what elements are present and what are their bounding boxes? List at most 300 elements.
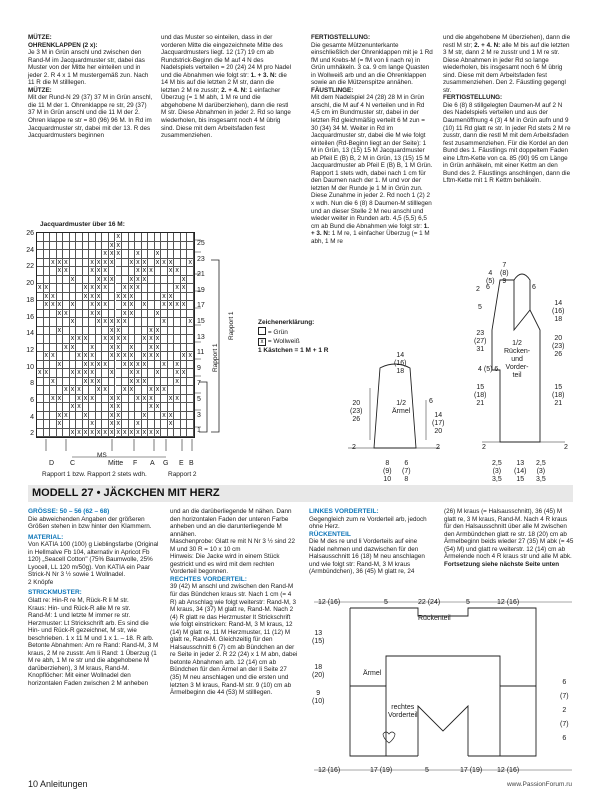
- grid-cell: [83, 318, 90, 327]
- grid-cell: x: [109, 344, 116, 353]
- grid-cell: x: [142, 352, 149, 361]
- jacket-left-dims: 13 (15) 18 (20) 9 (10): [312, 630, 325, 705]
- jacket-schema: [310, 596, 575, 776]
- grid-cell: x: [89, 369, 96, 378]
- grid-cell: x: [96, 318, 103, 327]
- grid-cell: [148, 276, 155, 285]
- grid-cell: x: [89, 378, 96, 387]
- row-number: 14: [26, 330, 34, 338]
- grid-cell: x: [96, 301, 103, 310]
- grid-cell: [129, 242, 136, 251]
- grid-cell: [148, 233, 155, 242]
- grid-cell: x: [76, 386, 83, 395]
- grid-cell: x: [181, 276, 188, 285]
- grid-cell: x: [122, 361, 129, 370]
- bottom-column-3: [309, 508, 435, 576]
- grid-cell: [70, 284, 77, 293]
- grid-cell: x: [102, 301, 109, 310]
- grid-cell: [109, 284, 116, 293]
- grid-cell: [70, 233, 77, 242]
- jacket-top-dim: 5: [384, 599, 388, 606]
- body-right-a: 14 (16) 18: [552, 300, 565, 323]
- chart-letter: Mitte: [108, 460, 124, 467]
- grid-cell: x: [122, 318, 129, 327]
- grid-cell: [148, 310, 155, 319]
- grid-cell: [83, 267, 90, 276]
- body-label: 1/2 Rücken- und Vorder- teil: [504, 340, 531, 379]
- grid-cell: [89, 403, 96, 412]
- grid-cell: x: [142, 276, 149, 285]
- row-number: 25: [197, 240, 205, 247]
- grid-cell: x: [102, 386, 109, 395]
- text-column-4: [443, 34, 573, 185]
- grid-cell: [89, 412, 96, 421]
- heading-strickmuster: STRICKMUSTER:: [28, 589, 82, 597]
- grid-cell: [50, 310, 57, 319]
- grid-cell: x: [116, 250, 123, 259]
- grid-cell: [63, 327, 70, 336]
- grid-cell: [161, 369, 168, 378]
- grid-cell: [168, 242, 175, 251]
- body-bottom-left: 2,5 (3) 3,5: [492, 460, 502, 483]
- grid-cell: x: [174, 378, 181, 387]
- grid-cell: [109, 293, 116, 302]
- grid-cell: x: [129, 301, 136, 310]
- chart-title: Jacquardmuster über 16 M:: [40, 221, 125, 228]
- jacket-top-dim: 22 (24): [418, 599, 441, 606]
- sleeve-top-dim: 14 (16) 18: [394, 352, 407, 375]
- grid-cell: [129, 335, 136, 344]
- grid-cell: x: [129, 293, 136, 302]
- grid-cell: [142, 420, 149, 429]
- paragraph: Glatt re: Hin-R re M, Rück-R li M str.: [28, 597, 129, 605]
- grid-cell: x: [83, 293, 90, 302]
- grid-cell: [148, 259, 155, 268]
- grid-cell: [70, 412, 77, 421]
- grid-cell: x: [174, 361, 181, 370]
- grid-cell: [63, 301, 70, 310]
- chart-letter: A: [150, 460, 155, 467]
- grid-cell: x: [70, 276, 77, 285]
- grid-cell: [70, 327, 77, 336]
- grid-cell: x: [122, 429, 129, 438]
- sleeve-two-left: 2: [352, 444, 356, 451]
- jacket-bottom-dim: 17 (19): [460, 767, 483, 774]
- grid-cell: [168, 352, 175, 361]
- grid-cell: [102, 233, 109, 242]
- heading-fertigstellung: FERTIGSTELLUNG:: [311, 34, 371, 41]
- grid-cell: [142, 318, 149, 327]
- text-span: 1 M re, 1 einfacher Überzug (= 1 M abh, 1 M re: [311, 230, 430, 245]
- row-number: 16: [26, 313, 34, 321]
- grid-cell: [181, 420, 188, 429]
- grid-cell: [70, 259, 77, 268]
- grid-cell: [129, 403, 136, 412]
- grid-cell: [70, 395, 77, 404]
- grid-cell: [63, 395, 70, 404]
- grid-cell: [129, 395, 136, 404]
- grid-cell: x: [148, 429, 155, 438]
- paragraph: Kraus: Hin- und Rück-R alle M re str.: [28, 604, 131, 612]
- grid-cell: x: [96, 284, 103, 293]
- grid-cell: x: [44, 369, 51, 378]
- grid-cell: [142, 233, 149, 242]
- grid-cell: [129, 318, 136, 327]
- grid-cell: [102, 403, 109, 412]
- grid-cell: [63, 352, 70, 361]
- grid-cell: [161, 327, 168, 336]
- heading-groesse: GRÖSSE: 50 – 56 (62 – 68): [28, 508, 110, 515]
- grid-cell: x: [44, 301, 51, 310]
- grid-cell: x: [57, 310, 64, 319]
- row-number: 20: [26, 280, 34, 288]
- grid-cell: x: [76, 429, 83, 438]
- grid-cell: x: [57, 327, 64, 336]
- grid-cell: [44, 327, 51, 336]
- grid-cell: x: [109, 412, 116, 421]
- grid-cell: [181, 259, 188, 268]
- grid-cell: x: [109, 403, 116, 412]
- grid-cell: [50, 403, 57, 412]
- grid-cell: x: [109, 369, 116, 378]
- grid-cell: [142, 344, 149, 353]
- grid-cell: x: [76, 395, 83, 404]
- grid-cell: x: [129, 344, 136, 353]
- grid-cell: x: [96, 429, 103, 438]
- grid-cell: x: [174, 267, 181, 276]
- grid-cell: [50, 344, 57, 353]
- grid-cell: [181, 327, 188, 336]
- grid-cell: x: [63, 310, 70, 319]
- grid-cell: x: [116, 293, 123, 302]
- grid-cell: x: [187, 318, 194, 327]
- paragraph: Die gesamte Mützenunterkante einschließlich der Ohrenklappen mit je 1 Rd fM und Krebs-M (= fM von li nach re) in Grün umhäkeln. 3 ca. 9 cm lange Quasten in Wollweiß arb und an die Ohrenklappen sowie an die Mützenspitze annähen.: [311, 41, 433, 87]
- grid-cell: [44, 310, 51, 319]
- grid-cell: x: [161, 361, 168, 370]
- grid-cell: [63, 369, 70, 378]
- grid-cell: x: [109, 429, 116, 438]
- grid-cell: x: [109, 352, 116, 361]
- jacket-top-dim: 12 (16): [497, 599, 520, 606]
- grid-cell: x: [174, 301, 181, 310]
- grid-cell: x: [83, 335, 90, 344]
- chart-bottom-arrows: [36, 437, 196, 462]
- grid-cell: x: [129, 378, 136, 387]
- row-number: 11: [197, 349, 205, 357]
- text-column-1: [28, 34, 153, 140]
- chart-letter: F: [133, 460, 138, 467]
- grid-cell: [168, 344, 175, 353]
- grid-cell: x: [142, 378, 149, 387]
- paragraph: Maschenprobe: Glatt re mit N Nr 3 ½ sind 22 M und 30 R = 10 x 10 cm: [170, 538, 295, 553]
- paragraph: [161, 34, 293, 140]
- grid-cell: x: [89, 259, 96, 268]
- grid-cell: x: [148, 386, 155, 395]
- rapport-2-label: Rapport 2: [168, 471, 197, 478]
- grid-cell: [142, 250, 149, 259]
- grid-cell: x: [116, 429, 123, 438]
- grid-cell: x: [109, 335, 116, 344]
- grid-cell: x: [135, 369, 142, 378]
- grid-cell: [50, 276, 57, 285]
- grid-cell: x: [135, 420, 142, 429]
- grid-cell: [122, 369, 129, 378]
- heading-muetze: MÜTZE:: [28, 34, 52, 41]
- paragraph: Die 6 (8) 8 stillgelegten Daumen-M auf 2 N des Nadelspiels verteilen und aus der Daumenöffnung 4 (3) 4 M in Grün aufn und 9 (10) 11 Rd glatt re str. In jeder Rd stets 2 M re zusstr, dann die restl M mit dem Arbeitsfaden fest zusammenziehen. Für die Kordel an den Bund des 1. Fäustlings mit doppeltem Faden eine Lftm-Kette von ca. 85 (90) 95 cm Länge in Grün anhäkeln, mit einer Kettm an den Bund des 2. Fäustlings anschlingen, dann die Lftm-Kette mit 1 R Kettm behäkeln.: [443, 101, 571, 185]
- grid-cell: [63, 276, 70, 285]
- grid-cell: [70, 378, 77, 387]
- grid-cell: [50, 327, 57, 336]
- grid-cell: x: [37, 369, 44, 378]
- grid-cell: [89, 250, 96, 259]
- row-number: 9: [197, 364, 201, 372]
- grid-cell: [122, 233, 129, 242]
- grid-cell: [83, 344, 90, 353]
- grid-cell: x: [142, 301, 149, 310]
- grid-cell: [161, 242, 168, 251]
- grid-cell: x: [63, 259, 70, 268]
- grid-cell: x: [129, 276, 136, 285]
- sleeve-bottom-right: 6 (7) 8: [402, 460, 411, 483]
- grid-cell: [181, 403, 188, 412]
- grid-cell: x: [109, 250, 116, 259]
- legend-white-text: = Wollweiß: [267, 338, 300, 345]
- grid-cell: x: [129, 259, 136, 268]
- text-span: die 14 M bis auf die letzten 2 M str, dann die letzten 2 M re zusstr;: [161, 71, 287, 94]
- grid-cell: [161, 250, 168, 259]
- legend-green: [258, 327, 328, 337]
- body-two-right: 2: [564, 444, 568, 451]
- grid-cell: [70, 420, 77, 429]
- grid-cell: [168, 250, 175, 259]
- grid-cell: x: [135, 429, 142, 438]
- grid-cell: x: [129, 429, 136, 438]
- bold-span: 1. + 3. N:: [250, 71, 277, 79]
- row-number: 15: [197, 318, 205, 325]
- grid-cell: [50, 233, 57, 242]
- grid-cell: x: [76, 403, 83, 412]
- paragraph: Von KATIA 100 (100) g Lieblingsfarbe (Original in Hellmalve Fb 104, alternativ in Apricot Fb 120) „Seacell Cotton" (75% Baumwolle, 25% Lyocell, LL 120 m/50g). Von KATIA ein Paar Strick-N Nr 3 ½ sowie 1 Wollnadel.: [28, 541, 159, 579]
- grid-cell: [142, 386, 149, 395]
- legend-green-text: = Grün: [267, 329, 288, 336]
- grid-cell: [63, 233, 70, 242]
- grid-cell: x: [57, 301, 64, 310]
- grid-cell: x: [168, 267, 175, 276]
- grid-cell: x: [50, 378, 57, 387]
- legend-title: Zeichenerklärung:: [258, 319, 315, 326]
- grid-cell: [83, 403, 90, 412]
- body-five: 5: [478, 304, 482, 311]
- grid-cell: x: [129, 361, 136, 370]
- grid-cell: x: [135, 259, 142, 268]
- grid-cell: [89, 242, 96, 251]
- grid-cell: x: [122, 352, 129, 361]
- rapport-1-label: Rapport 1: [212, 343, 219, 372]
- grid-cell: [44, 395, 51, 404]
- paragraph: Rand-M: 1 und letzte M immer re str.: [28, 612, 131, 620]
- grid-cell: x: [89, 395, 96, 404]
- paragraph: 2 Knöpfe: [28, 578, 54, 586]
- grid-cell: [102, 327, 109, 336]
- row-number: 23: [197, 255, 205, 263]
- grid-cell: [102, 412, 109, 421]
- grid-cell: [161, 352, 168, 361]
- grid-cell: x: [102, 318, 109, 327]
- grid-cell: x: [96, 259, 103, 268]
- grid-cell: x: [50, 352, 57, 361]
- grid-cell: [63, 361, 70, 370]
- grid-cell: x: [57, 412, 64, 421]
- grid-cell: x: [122, 386, 129, 395]
- grid-cell: [129, 267, 136, 276]
- grid-cell: x: [109, 276, 116, 285]
- grid-cell: x: [89, 344, 96, 353]
- grid-cell: [122, 420, 129, 429]
- grid-cell: [181, 310, 188, 319]
- grid-cell: [44, 429, 51, 438]
- grid-cell: x: [116, 403, 123, 412]
- body-top-six-b: 6: [532, 284, 536, 291]
- grid-cell: x: [155, 403, 162, 412]
- grid-cell: x: [76, 352, 83, 361]
- grid-cell: x: [50, 395, 57, 404]
- heading-rechtes-vorderteil: RECHTES VORDERTEIL:: [170, 575, 247, 583]
- grid-cell: [63, 242, 70, 251]
- grid-cell: x: [181, 369, 188, 378]
- grid-cell: [168, 378, 175, 387]
- grid-cell: x: [109, 395, 116, 404]
- text-span: alle M bis auf die letzten 3 M str, dann 2 M re zusstr und 1 M re str. Diese Abnahmen in jeder Rd so lange wiederholen, bis insgesamt noch 6 M übrig sind. Diese mit dem Arbeitsfaden fest zusammenziehen. Den 2. Fäustling gegengl str.: [443, 41, 570, 94]
- grid-cell: [181, 242, 188, 251]
- grid-cell: x: [96, 386, 103, 395]
- grid-cell: x: [96, 378, 103, 387]
- grid-cell: [142, 284, 149, 293]
- grid-cell: [83, 420, 90, 429]
- grid-cell: [83, 327, 90, 336]
- grid-cell: x: [116, 420, 123, 429]
- grid-cell: [161, 233, 168, 242]
- grid-cell: x: [116, 395, 123, 404]
- grid-cell: x: [70, 386, 77, 395]
- paragraph: 39 (42) M anschl und zwischen den Rand-M für das Bündchen kraus str. Nach 1 cm (= 4 R) ab Anschlag wie folgt weiterstr: Rand-M, 3 M kraus, 34 (37) M glatt re, Rand-M. Nach 2 (4) R glatt re das Herzmuster lt Strickschrift wie folgt einstricken: Rand-M, 3 M kraus, 12 (14) M glatt re, 11 M Herzmuster, 11 (12) M glatt re, Rand-M. Gleichzeitig für den Halsausschnitt 6 (7) cm ab Bündchen an der re Seite in jeder 2. R 22 (24) x 1 M abn, dabei betonte Abnahmen arb. 12 (14) cm ab Bündchen für den Ärmel an der li Seite 27 (35) M neu anschlagen und die ersten und letzten 3 M kraus, Rand-M str. 9 (10) cm ab Ärmelbeginn die 44 (53) M stilllegen.: [170, 583, 298, 697]
- grid-cell: [161, 429, 168, 438]
- grid-cell: x: [129, 352, 136, 361]
- grid-cell: [89, 335, 96, 344]
- jacquard-grid: [36, 232, 195, 438]
- grid-cell: [161, 378, 168, 387]
- grid-cell: [44, 335, 51, 344]
- grid-cell: [83, 301, 90, 310]
- grid-cell: x: [63, 386, 70, 395]
- row-number: 2: [30, 430, 34, 438]
- row-number: 19: [197, 286, 205, 294]
- grid-cell: x: [187, 352, 194, 361]
- grid-cell: [181, 267, 188, 276]
- grid-cell: [50, 386, 57, 395]
- bottom-column-4: [444, 508, 574, 568]
- paragraph: Hinweis: Die Jacke wird in einem Stück gestrickt und es wird mit dem rechten Vorderteil begonnen.: [170, 553, 280, 576]
- paragraph: Die abweichenden Angaben der größeren Größen stehen in bzw hinter den Klammern.: [28, 515, 152, 531]
- grid-cell: x: [161, 318, 168, 327]
- text-span: und das Muster so einteilen, dass in der vorderen Mitte die eingezeichnete Mitte des Jacquardmusters liegt. 12 (17) 19 cm ab Rundstrick-Beginn die M auf 4 N des Nadelspiels verteilen = 20 (24) 24 M pro Nadel und die Abnahmen wie folgt str:: [161, 34, 292, 79]
- grid-cell: [102, 352, 109, 361]
- jacket-bottom-dim: 17 (19): [370, 767, 393, 774]
- model-title-band: [28, 485, 573, 502]
- chart-letter: E: [179, 460, 184, 467]
- grid-cell: x: [142, 335, 149, 344]
- row-number: 13: [197, 333, 205, 341]
- grid-cell: [181, 335, 188, 344]
- grid-cell: x: [116, 327, 123, 336]
- grid-cell: [122, 403, 129, 412]
- grid-cell: [181, 378, 188, 387]
- grid-cell: x: [155, 369, 162, 378]
- grid-cell: [142, 369, 149, 378]
- grid-cell: [44, 318, 51, 327]
- grid-cell: x: [102, 335, 109, 344]
- grid-cell: x: [89, 310, 96, 319]
- grid-cell: [168, 310, 175, 319]
- row-number: 1: [197, 427, 201, 435]
- grid-cell: [109, 386, 116, 395]
- grid-cell: [148, 284, 155, 293]
- body-mid: 4 (5) 6: [478, 366, 499, 373]
- grid-cell: x: [116, 352, 123, 361]
- body-bottom-mid: 13 (14) 15: [514, 460, 527, 483]
- grid-cell: [70, 250, 77, 259]
- grid-cell: [44, 361, 51, 370]
- grid-cell: x: [109, 420, 116, 429]
- grid-cell: x: [181, 301, 188, 310]
- grid-cell: [109, 301, 116, 310]
- grid-cell: x: [44, 352, 51, 361]
- row-number: 22: [26, 263, 34, 271]
- grid-cell: [44, 420, 51, 429]
- grid-cell: x: [96, 293, 103, 302]
- grid-cell: [181, 250, 188, 259]
- grid-cell: x: [168, 412, 175, 421]
- body-top-b: 4 (5): [486, 270, 495, 285]
- body-left-b: 15 (18) 21: [474, 384, 487, 407]
- grid-cell: [63, 284, 70, 293]
- grid-cell: x: [155, 259, 162, 268]
- grid-cell: [148, 242, 155, 251]
- grid-cell: x: [102, 250, 109, 259]
- grid-cell: x: [142, 259, 149, 268]
- grid-cell: x: [116, 335, 123, 344]
- grid-cell: x: [83, 352, 90, 361]
- grid-cell: x: [70, 318, 77, 327]
- grid-cell: x: [174, 284, 181, 293]
- grid-cell: [63, 403, 70, 412]
- grid-cell: x: [155, 310, 162, 319]
- legend-white: [258, 337, 328, 346]
- grid-cell: x: [76, 335, 83, 344]
- grid-cell: x: [116, 344, 123, 353]
- grid-cell: x: [187, 259, 194, 268]
- grid-cell: [50, 267, 57, 276]
- grid-cell: [161, 403, 168, 412]
- grid-cell: x: [109, 327, 116, 336]
- grid-cell: [161, 310, 168, 319]
- paragraph: [443, 34, 573, 94]
- grid-cell: x: [83, 284, 90, 293]
- grid-cell: x: [83, 395, 90, 404]
- grid-cell: [50, 318, 57, 327]
- grid-cell: [50, 420, 57, 429]
- grid-cell: [129, 233, 136, 242]
- grid-cell: [63, 420, 70, 429]
